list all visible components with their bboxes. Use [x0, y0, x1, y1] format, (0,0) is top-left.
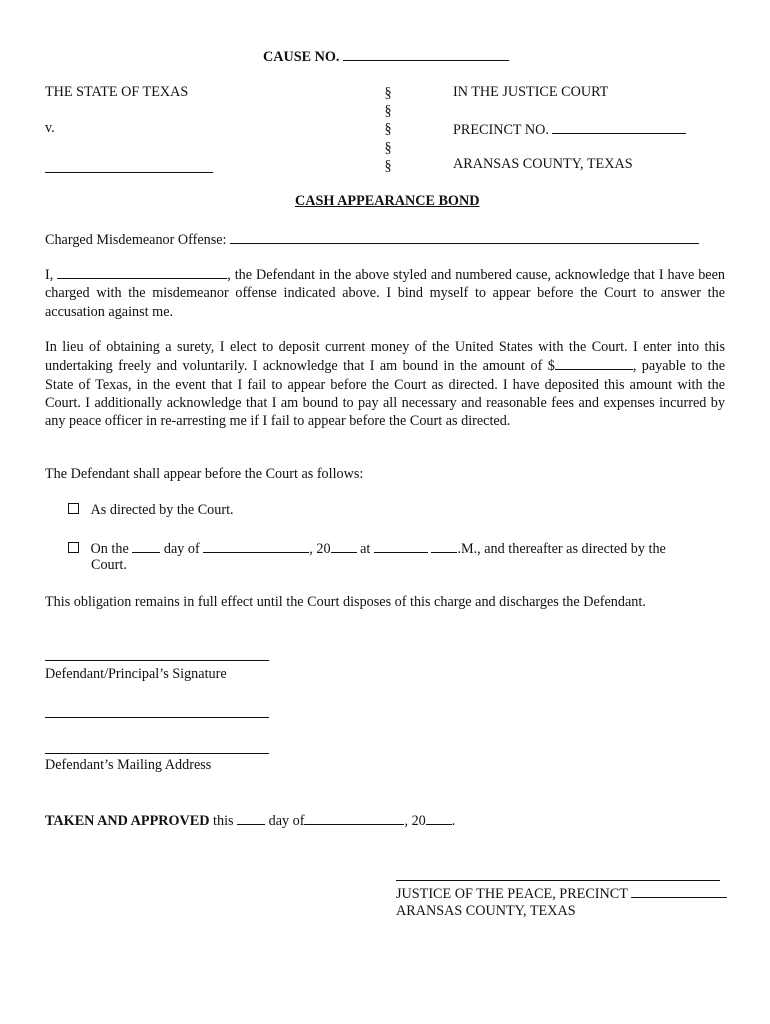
appearance-time-field[interactable] [374, 539, 428, 553]
precinct-field[interactable] [552, 120, 686, 134]
option2-suffix: .M., and thereafter as directed by the [457, 540, 666, 557]
county-label: ARANSAS COUNTY, TEXAS [453, 156, 633, 172]
cause-number-field[interactable] [343, 47, 509, 61]
precinct-line [453, 120, 686, 139]
cause-number-label: CAUSE NO. [263, 48, 340, 65]
as-directed-checkbox[interactable] [68, 503, 79, 514]
section-symbol: § [384, 157, 392, 174]
signature-field[interactable] [45, 660, 269, 661]
option2-at: at [360, 540, 371, 557]
taken-end: . [451, 812, 456, 829]
document-title: CASH APPEARANCE BOND [295, 193, 480, 209]
section-symbol: § [384, 103, 392, 120]
address-label: Defendant’s Mailing Address [45, 757, 212, 773]
option1-label: As directed by the Court. [90, 502, 234, 518]
section-symbol: § [384, 139, 392, 156]
offense-field[interactable] [230, 230, 699, 244]
justice-precinct-field[interactable] [631, 884, 727, 898]
justice-court-label: IN THE JUSTICE COURT [453, 84, 609, 100]
defendant-name-field[interactable] [45, 172, 213, 173]
offense-line [45, 230, 699, 249]
option2-year-prefix: , 20 [309, 540, 331, 557]
option2-line2: Court. [91, 557, 127, 573]
taken-year-prefix: , 20 [404, 812, 426, 829]
offense-label: Charged Misdemeanor Offense: [45, 231, 227, 248]
option-specific-date [68, 539, 725, 558]
state-of-texas: THE STATE OF TEXAS [45, 84, 189, 100]
appearance-ampm-field[interactable] [431, 539, 457, 553]
para2-part2: , payable to the State of Texas, in the event that I fail to appear before the Court as directed. I have deposited this amount with the Court. I additionally acknowledge that I am bound to pay all necessary and reasonable fees and expenses incurred by any peace officer in re-arresting me if I fail to appear before the Court as directed. [45, 358, 725, 430]
approval-day-field[interactable] [237, 811, 265, 825]
obligation-statement: This obligation remains in full effect until the Court disposes of this charge and discharges the Defendant. [45, 594, 646, 610]
justice-signature-field[interactable] [396, 880, 720, 881]
appear-intro: The Defendant shall appear before the Court as follows: [45, 466, 364, 482]
address-line-1-field[interactable] [45, 717, 269, 718]
justice-title: JUSTICE OF THE PEACE, PRECINCT [396, 885, 628, 902]
cause-number-line [263, 47, 509, 66]
justice-precinct-line [396, 884, 727, 903]
taken-approved-line [45, 811, 455, 830]
option2-day-of: day of [163, 540, 200, 557]
appearance-year-field[interactable] [331, 539, 357, 553]
para1-text: , the Defendant in the above styled and numbered cause, acknowledge that I have been charged with the misdemeanor offense indicated above. I bind myself to appear before the Court to answer the accusation against me. [45, 266, 725, 320]
option2-on-the: On the [90, 540, 129, 557]
defendant-name-blank[interactable] [57, 265, 227, 279]
appearance-day-field[interactable] [132, 539, 160, 553]
taken-day-of: day of [268, 812, 305, 829]
approval-month-field[interactable] [304, 811, 404, 825]
option-as-directed [68, 502, 234, 519]
section-symbol: § [384, 121, 392, 138]
section-symbols [380, 84, 396, 175]
specific-date-checkbox[interactable] [68, 542, 79, 553]
taken-this: this [213, 812, 234, 829]
versus-label: v. [45, 120, 55, 136]
appearance-month-field[interactable] [203, 539, 309, 553]
approval-year-field[interactable] [426, 811, 452, 825]
bond-amount-field[interactable] [555, 356, 633, 370]
acknowledgement-paragraph [45, 265, 725, 321]
signature-label: Defendant/Principal’s Signature [45, 666, 227, 682]
taken-approved-label: TAKEN AND APPROVED [45, 812, 210, 829]
para2-part1: In lieu of obtaining a surety, I elect to deposit current money of the United States with the Court. I enter into this undertaking freely and voluntarily. I acknowledge that I am bound in the amount of $ [45, 339, 725, 375]
justice-county: ARANSAS COUNTY, TEXAS [396, 903, 576, 919]
cash-deposit-paragraph [45, 338, 725, 431]
precinct-label: PRECINCT NO. [453, 121, 549, 138]
address-line-2-field[interactable] [45, 753, 269, 754]
section-symbol: § [384, 85, 392, 101]
para1-prefix: I, [45, 266, 54, 283]
